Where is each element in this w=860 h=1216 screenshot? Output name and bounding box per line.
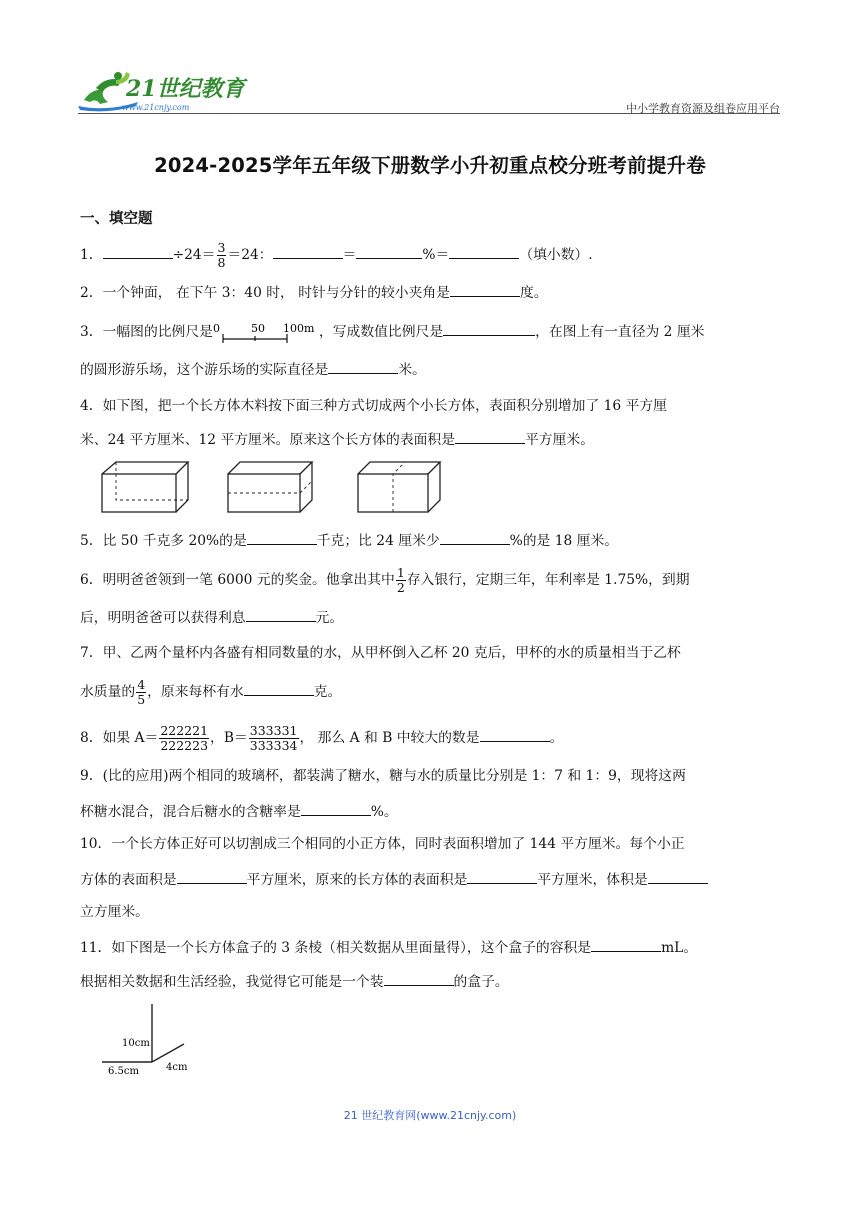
section-heading: 一、填空题: [80, 211, 153, 227]
svg-text:50: 50: [250, 321, 265, 335]
question-2: 2．一个钟面， 在下午 3：40 时， 时针与分针的较小夹角是 度。: [80, 281, 548, 303]
question-9: 9．(比的应用)两个相同的玻璃杯，都装满了糖水，糖与水的质量比分别是 1：7 和 1：9，现将这两: [80, 768, 686, 784]
question-10: 10．一个长方体正好可以切割成三个相同的小正方体，同时表面积增加了 144 平方厘米。每个小正: [80, 836, 685, 852]
answer-blank[interactable]: [384, 970, 454, 986]
answer-blank[interactable]: [356, 243, 422, 259]
answer-blank[interactable]: [440, 529, 510, 545]
answer-blank[interactable]: [301, 800, 371, 816]
fraction: $\frac{222221}{222223}$: [160, 723, 209, 753]
answer-blank[interactable]: [246, 606, 316, 622]
question-10-line2: 方体的表面积是 平方厘米，原来的长方体的表面积是 平方厘米，体积是: [80, 868, 708, 890]
cuboid-figures: [100, 460, 450, 518]
answer-blank[interactable]: [480, 726, 550, 742]
question-9-line2: 杯糖水混合，混合后糖水的含糖率是 %。: [80, 800, 398, 822]
fraction: $\frac{3}{8}$: [217, 240, 226, 270]
question-10-line3: 立方厘米。: [80, 904, 149, 920]
fraction: $\frac{333331}{333334}$: [249, 723, 298, 753]
question-5: 5．比 50 千克多 20%的是 千克；比 24 厘米少 %的是 18 厘米。: [80, 529, 618, 551]
answer-blank[interactable]: [648, 868, 708, 884]
question-7-line2: 水质量的 $\frac{4}{5}$ ，原来每杯有水 克。: [80, 677, 342, 707]
svg-text:6.5cm: 6.5cm: [108, 1066, 139, 1076]
answer-blank[interactable]: [177, 868, 247, 884]
answer-blank[interactable]: [103, 243, 173, 259]
answer-blank[interactable]: [273, 243, 343, 259]
box-edges-figure: [98, 1000, 194, 1076]
answer-blank[interactable]: [247, 529, 317, 545]
answer-blank[interactable]: [449, 243, 519, 259]
platform-name: 中小学教育资源及组卷应用平台: [626, 102, 780, 115]
fraction: $\frac{4}{5}$: [137, 677, 146, 707]
fraction: $\frac{1}{2}$: [396, 565, 405, 595]
page-footer[interactable]: 21 世纪教育网(www.21cnjy.com): [343, 1109, 517, 1122]
question-6-line2: 后，明明爸爸可以获得利息 元。: [80, 606, 343, 628]
svg-text:10cm: 10cm: [122, 1038, 150, 1049]
question-11: 11．如下图是一个长方体盒子的 3 条棱（相关数据从里面量得），这个盒子的容积是 mL。: [80, 936, 697, 958]
answer-blank[interactable]: [591, 936, 661, 952]
question-7: 7．甲、乙两个量杯内各盛有相同数量的水，从甲杯倒入乙杯 20 克后，甲杯的水的质量相当于乙杯: [80, 645, 681, 661]
question-4: 4．如下图，把一个长方体木料按下面三种方式切成两个小长方体，表面积分别增加了 16 平方厘: [80, 398, 667, 414]
answer-blank[interactable]: [328, 358, 398, 374]
answer-blank[interactable]: [443, 320, 535, 336]
svg-text:0: 0: [212, 321, 220, 335]
answer-blank[interactable]: [244, 680, 314, 696]
logo-text: 21世纪教育: [126, 76, 245, 102]
question-6: 6．明明爸爸领到一笔 6000 元的奖金。他拿出其中 $\frac{1}{2}$ 存入银行，定期三年，年利率是 1.75%，到期: [80, 565, 690, 595]
svg-text:4cm: 4cm: [166, 1062, 188, 1073]
question-1: 1． ÷24＝ $\frac{3}{8}$ ＝24： ＝ %＝ （填小数）.: [80, 240, 593, 270]
question-4-line2: 米、24 平方厘米、12 平方厘米。原来这个长方体的表面积是 平方厘米。: [80, 428, 594, 450]
logo-url: www.21cnjy.com: [122, 103, 190, 112]
answer-blank[interactable]: [450, 281, 520, 297]
question-3: 3．一幅图的比例尺是 0 50 100m ，写成数值比例尺是 ，在图上有一直径为 2 厘米: [80, 320, 704, 345]
question-3-line2: 的圆形游乐场，这个游乐场的实际直径是 米。: [80, 358, 426, 380]
scale-bar-icon: [213, 321, 319, 345]
header-divider: [78, 113, 780, 114]
answer-blank[interactable]: [467, 868, 537, 884]
site-logo: [78, 66, 248, 112]
page-header: [78, 66, 780, 115]
answer-blank[interactable]: [455, 428, 525, 444]
question-8: 8．如果 A＝ $\frac{222221}{222223}$ ，B＝ $\frac{333331}{333334}$ ， 那么 A 和 B 中较大的数是 。: [80, 723, 564, 753]
question-11-line2: 根据相关数据和生活经验，我觉得它可能是一个装 的盒子。: [80, 970, 509, 992]
svg-text:100m: 100m: [282, 321, 315, 335]
page-title: 2024-2025学年五年级下册数学小升初重点校分班考前提升卷: [154, 154, 706, 177]
